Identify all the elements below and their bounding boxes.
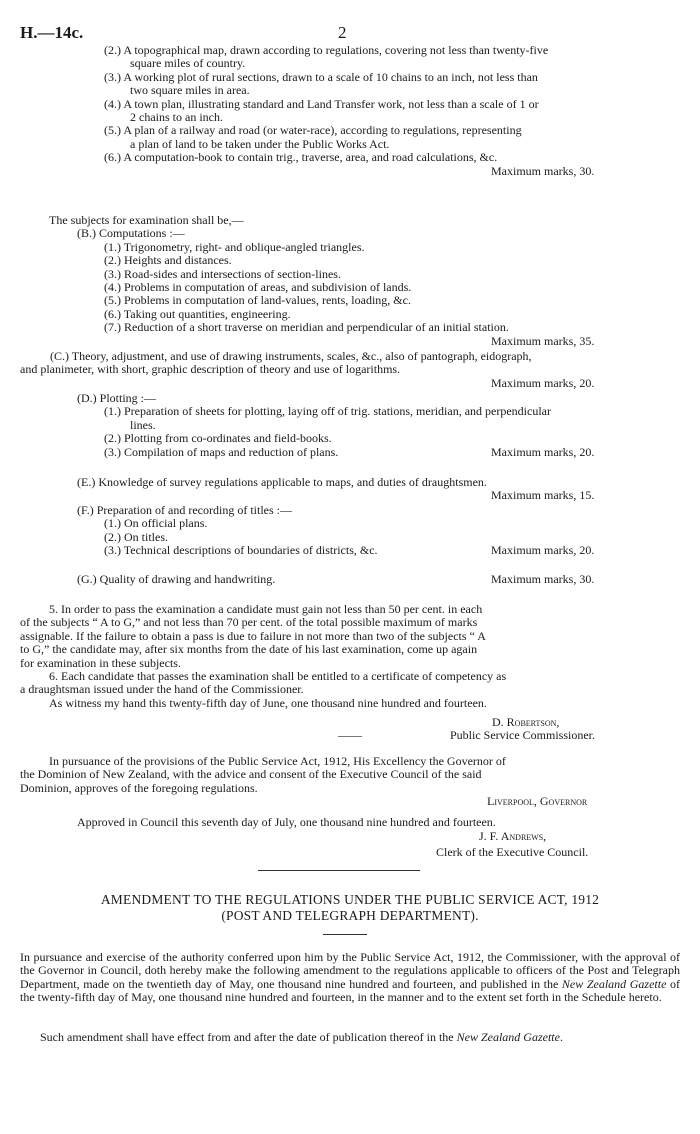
section-b (0, 214, 700, 348)
clause-6-line: 6. Each candidate that passes the examination shall be entitled to a certificate of competency as (49, 669, 507, 684)
list-item: (2.) Plotting from co-ordinates and field-books. (104, 431, 332, 446)
list-item: (6.) Taking out quantities, engineering. (104, 306, 291, 321)
maximum-marks: Maximum marks, 20. (491, 543, 595, 558)
list-item: (5.) Problems in computation of land-values, rents, loading, &c. (104, 293, 411, 308)
list-item-continuation: square miles of country. (130, 56, 246, 71)
document-code: H.—14c. (20, 23, 84, 42)
gazette-name: New Zealand Gazette (456, 1030, 560, 1044)
paragraph-text: In pursuance and exercise of the authority conferred upon him by the Public Service Act, 1912, the Commissioner, with the approval of the Governor in Council, doth hereby make the following amendment to the regulations applicable to officers of the Post and Telegraph Department, made on the twentieth day of May, one thousand nine hundred and fourteen, and published in the (20, 950, 680, 991)
clause-5-line: for examination in these subjects. (20, 655, 181, 670)
short-divider-rule (323, 934, 367, 935)
list-item: (6.) A computation-book to contain trig., traverse, area, and road calculations, &c. (104, 150, 498, 165)
clause-6-line: a draughtsman issued under the hand of the Commissioner. (20, 682, 304, 697)
maximum-marks: Maximum marks, 35. (491, 333, 595, 348)
pursuance-line: the Dominion of New Zealand, with the advice and consent of the Executive Council of the said (20, 767, 482, 782)
section-c-line: (C.) Theory, adjustment, and use of drawing instruments, scales, &c., also of pantograph, eidograph, (50, 349, 532, 363)
section-heading: (D.) Plotting :— (77, 391, 157, 405)
list-item: (5.) A plan of a railway and road (or water-race), according to regulations, representing (104, 123, 522, 138)
list-item: (7.) Reduction of a short traverse on meridian and perpendicular of an initial station. (104, 320, 509, 335)
list-item: (2.) On titles. (104, 529, 168, 544)
section-g (0, 573, 700, 586)
witness-line: As witness my hand this twenty-fifth day of June, one thousand nine hundred and fourteen. (49, 695, 487, 710)
paragraph-text: Such amendment shall have effect from and after the date of publication thereof in the (40, 1030, 457, 1044)
clause-5-line: of the subjects “ A to G,” and not less than 70 per cent. of the total possible maximum of marks (20, 615, 478, 630)
amendment-subtitle: (POST AND TELEGRAPH DEPARTMENT). (221, 908, 479, 923)
list-item: (3.) A working plot of rural sections, drawn to a scale of 10 chains to an inch, not less than (104, 69, 538, 84)
approved-line: Approved in Council this seventh day of July, one thousand nine hundred and fourteen. (77, 815, 496, 829)
section-e-line: (E.) Knowledge of survey regulations applicable to maps, and duties of draughtsmen. (77, 475, 487, 489)
list-item: (4.) Problems in computation of areas, and subdivision of lands. (104, 280, 412, 295)
clause-5-line: assignable. If the failure to obtain a pass is due to failure in not more than two of the subjects “ A (20, 628, 486, 643)
plotting-items-list (0, 44, 700, 178)
maximum-marks: Maximum marks, 15. (491, 488, 595, 503)
list-item-continuation: lines. (130, 417, 156, 432)
list-item: (1.) Trigonometry, right- and oblique-angled triangles. (104, 239, 365, 254)
maximum-marks: Maximum marks, 20. (491, 444, 595, 459)
section-f (0, 504, 700, 558)
list-item: (3.) Technical descriptions of boundaries of districts, &c. (104, 543, 378, 558)
section-heading: (F.) Preparation of and recording of titles :— (77, 503, 292, 517)
clause-5-line: to G,” the candidate may, after six months from the date of his last examination, come up again (20, 642, 478, 657)
list-item: (2.) A topographical map, drawn according to regulations, covering not less than twenty-five (104, 43, 549, 57)
section-e (0, 476, 700, 503)
maximum-marks: Maximum marks, 30. (491, 572, 595, 586)
gazette-name: New Zealand Gazette (561, 976, 667, 991)
list-item-continuation: two square miles in area. (130, 83, 250, 98)
governor-approval (0, 755, 700, 795)
governor-signature: Liverpool, Governor (487, 794, 588, 808)
list-item: (3.) Road-sides and intersections of section-lines. (104, 266, 341, 281)
list-item-continuation: a plan of land to be taken under the Public Works Act. (130, 136, 390, 151)
subjects-intro: The subjects for examination shall be,— (49, 213, 244, 227)
list-item: (2.) Heights and distances. (104, 253, 232, 268)
list-item-continuation: 2 chains to an inch. (130, 110, 223, 125)
pursuance-line: In pursuance of the provisions of the Public Service Act, 1912, His Excellency the Governor of (49, 754, 506, 768)
paragraph-text: . (559, 1030, 563, 1044)
separator-dash: —— (338, 728, 362, 742)
page-number: 2 (338, 23, 347, 42)
signatory-title: Public Service Commissioner. (450, 728, 595, 742)
list-item: (1.) Preparation of sheets for plotting, laying off of trig. stations, meridian, and perpendicular (104, 404, 551, 419)
list-item: (3.) Compilation of maps and reduction of plans. (104, 444, 339, 459)
list-item: (1.) On official plans. (104, 516, 208, 531)
amendment-title: AMENDMENT TO THE REGULATIONS UNDER THE PUBLIC SERVICE ACT, 1912 (100, 892, 600, 907)
section-heading: (B.) Computations :— (77, 226, 185, 241)
clause-5-line: 5. In order to pass the examination a candidate must gain not less than 50 per cent. in each (49, 602, 483, 616)
amendment-paragraph (20, 951, 680, 1005)
section-d (0, 392, 700, 459)
signatory-name: D. Robertson, (492, 715, 560, 729)
signatory-name: J. F. Andrews, (479, 829, 547, 843)
section-c-line: and planimeter, with short, graphic description of theory and use of logarithms. (20, 362, 401, 377)
maximum-marks: Maximum marks, 20. (491, 375, 595, 390)
section-c (0, 350, 700, 390)
maximum-marks: Maximum marks, 30. (491, 163, 595, 178)
amendment-paragraph (20, 1031, 680, 1044)
pursuance-line: Dominion, approves of the foregoing regulations. (20, 780, 258, 795)
list-item: (4.) A town plan, illustrating standard and Land Transfer work, not less than a scale of 1 or (104, 96, 539, 111)
paragraph-text: of the twenty-fifth day of May, one thousand nine hundred and fourteen, in the manner and to the extent set forth in the Schedule hereto. (20, 976, 681, 1005)
divider-rule (258, 870, 420, 871)
clauses (0, 603, 700, 710)
section-g-line: (G.) Quality of drawing and handwriting. (77, 572, 276, 586)
signatory-title: Clerk of the Executive Council. (436, 845, 589, 859)
